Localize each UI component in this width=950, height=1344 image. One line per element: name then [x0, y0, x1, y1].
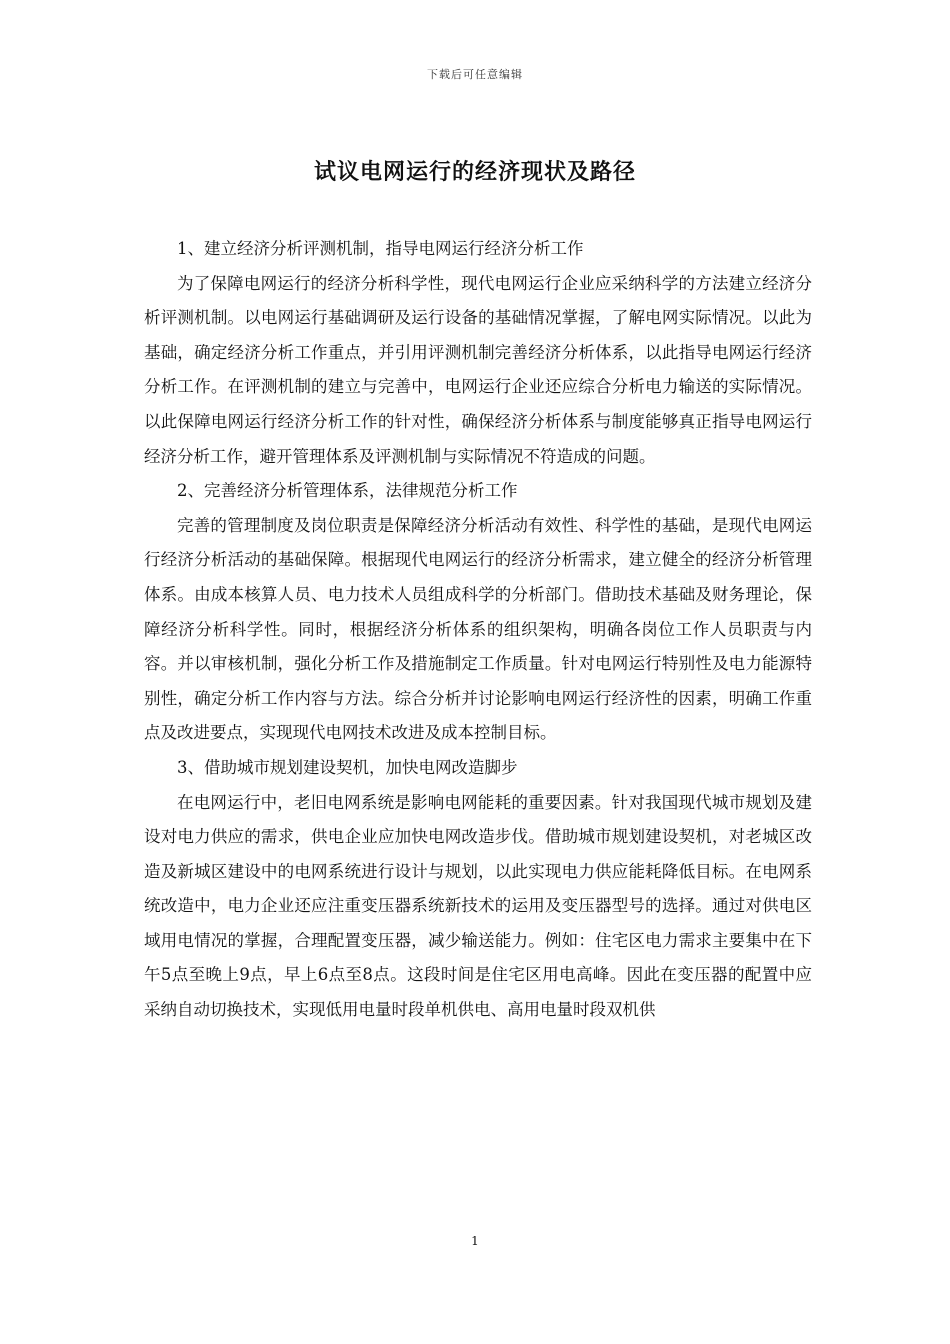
- page-header-note: 下载后可任意编辑: [427, 68, 523, 81]
- document-body: [144, 232, 812, 1028]
- section-heading-3: 3、借助城市规划建设契机，加快电网改造脚步: [177, 757, 518, 777]
- section-body-3: 在电网运行中，老旧电网系统是影响电网能耗的重要因素。针对我国现代城市规划及建设对电力供应的需求，供电企业应加快电网改造步伐。借助城市规划建设契机，对老城区改造及新城区建设中的电网系统进行设计与规划，以此实现电力供应能耗降低目标。在电网系统改造中，电力企业还应注重变压器系统新技术的运用及变压器型号的选择。通过对供电区域用电情况的掌握，合理配置变压器，减少输送能力。例如：住宅区电力需求主要集中在下午5点至晚上9点，早上6点至8点。这段时间是住宅区用电高峰。因此在变压器的配置中应采纳自动切换技术，实现低用电量时段单机供电、高用电量时段双机供: [144, 792, 812, 1020]
- section-heading-1: 1、建立经济分析评测机制，指导电网运行经济分析工作: [177, 239, 584, 258]
- section-heading-2: 2、完善经济分析管理体系，法律规范分析工作: [177, 481, 518, 501]
- section-body-1: 为了保障电网运行的经济分析科学性，现代电网运行企业应采纳科学的方法建立经济分析评测机制。以电网运行基础调研及运行设备的基础情况掌握，了解电网实际情况。以此为基础，确定经济分析工作重点，并引用评测机制完善经济分析体系，以此指导电网运行经济分析工作。在评测机制的建立与完善中，电网运行企业还应综合分析电力输送的实际情况。以此保障电网运行经济分析工作的针对性，确保经济分析体系与制度能够真正指导电网运行经济分析工作，避开管理体系及评测机制与实际情况不符造成的问题。: [144, 273, 812, 466]
- section-body-2: 完善的管理制度及岗位职责是保障经济分析活动有效性、科学性的基础，是现代电网运行经济分析活动的基础保障。根据现代电网运行的经济分析需求，建立健全的经济分析管理体系。由成本核算人员、电力技术人员组成科学的分析部门。借助技术基础及财务理论，保障经济分析科学性。同时，根据经济分析体系的组织架构，明确各岗位工作人员职责与内容。并以审核机制，强化分析工作及措施制定工作质量。针对电网运行特别性及电力能源特别性，确定分析工作内容与方法。综合分析并讨论影响电网运行经济性的因素，明确工作重点及改进要点，实现现代电网技术改进及成本控制目标。: [144, 515, 812, 743]
- document-title: 试议电网运行的经济现状及路径: [313, 159, 636, 185]
- page-number: 1: [471, 1234, 479, 1248]
